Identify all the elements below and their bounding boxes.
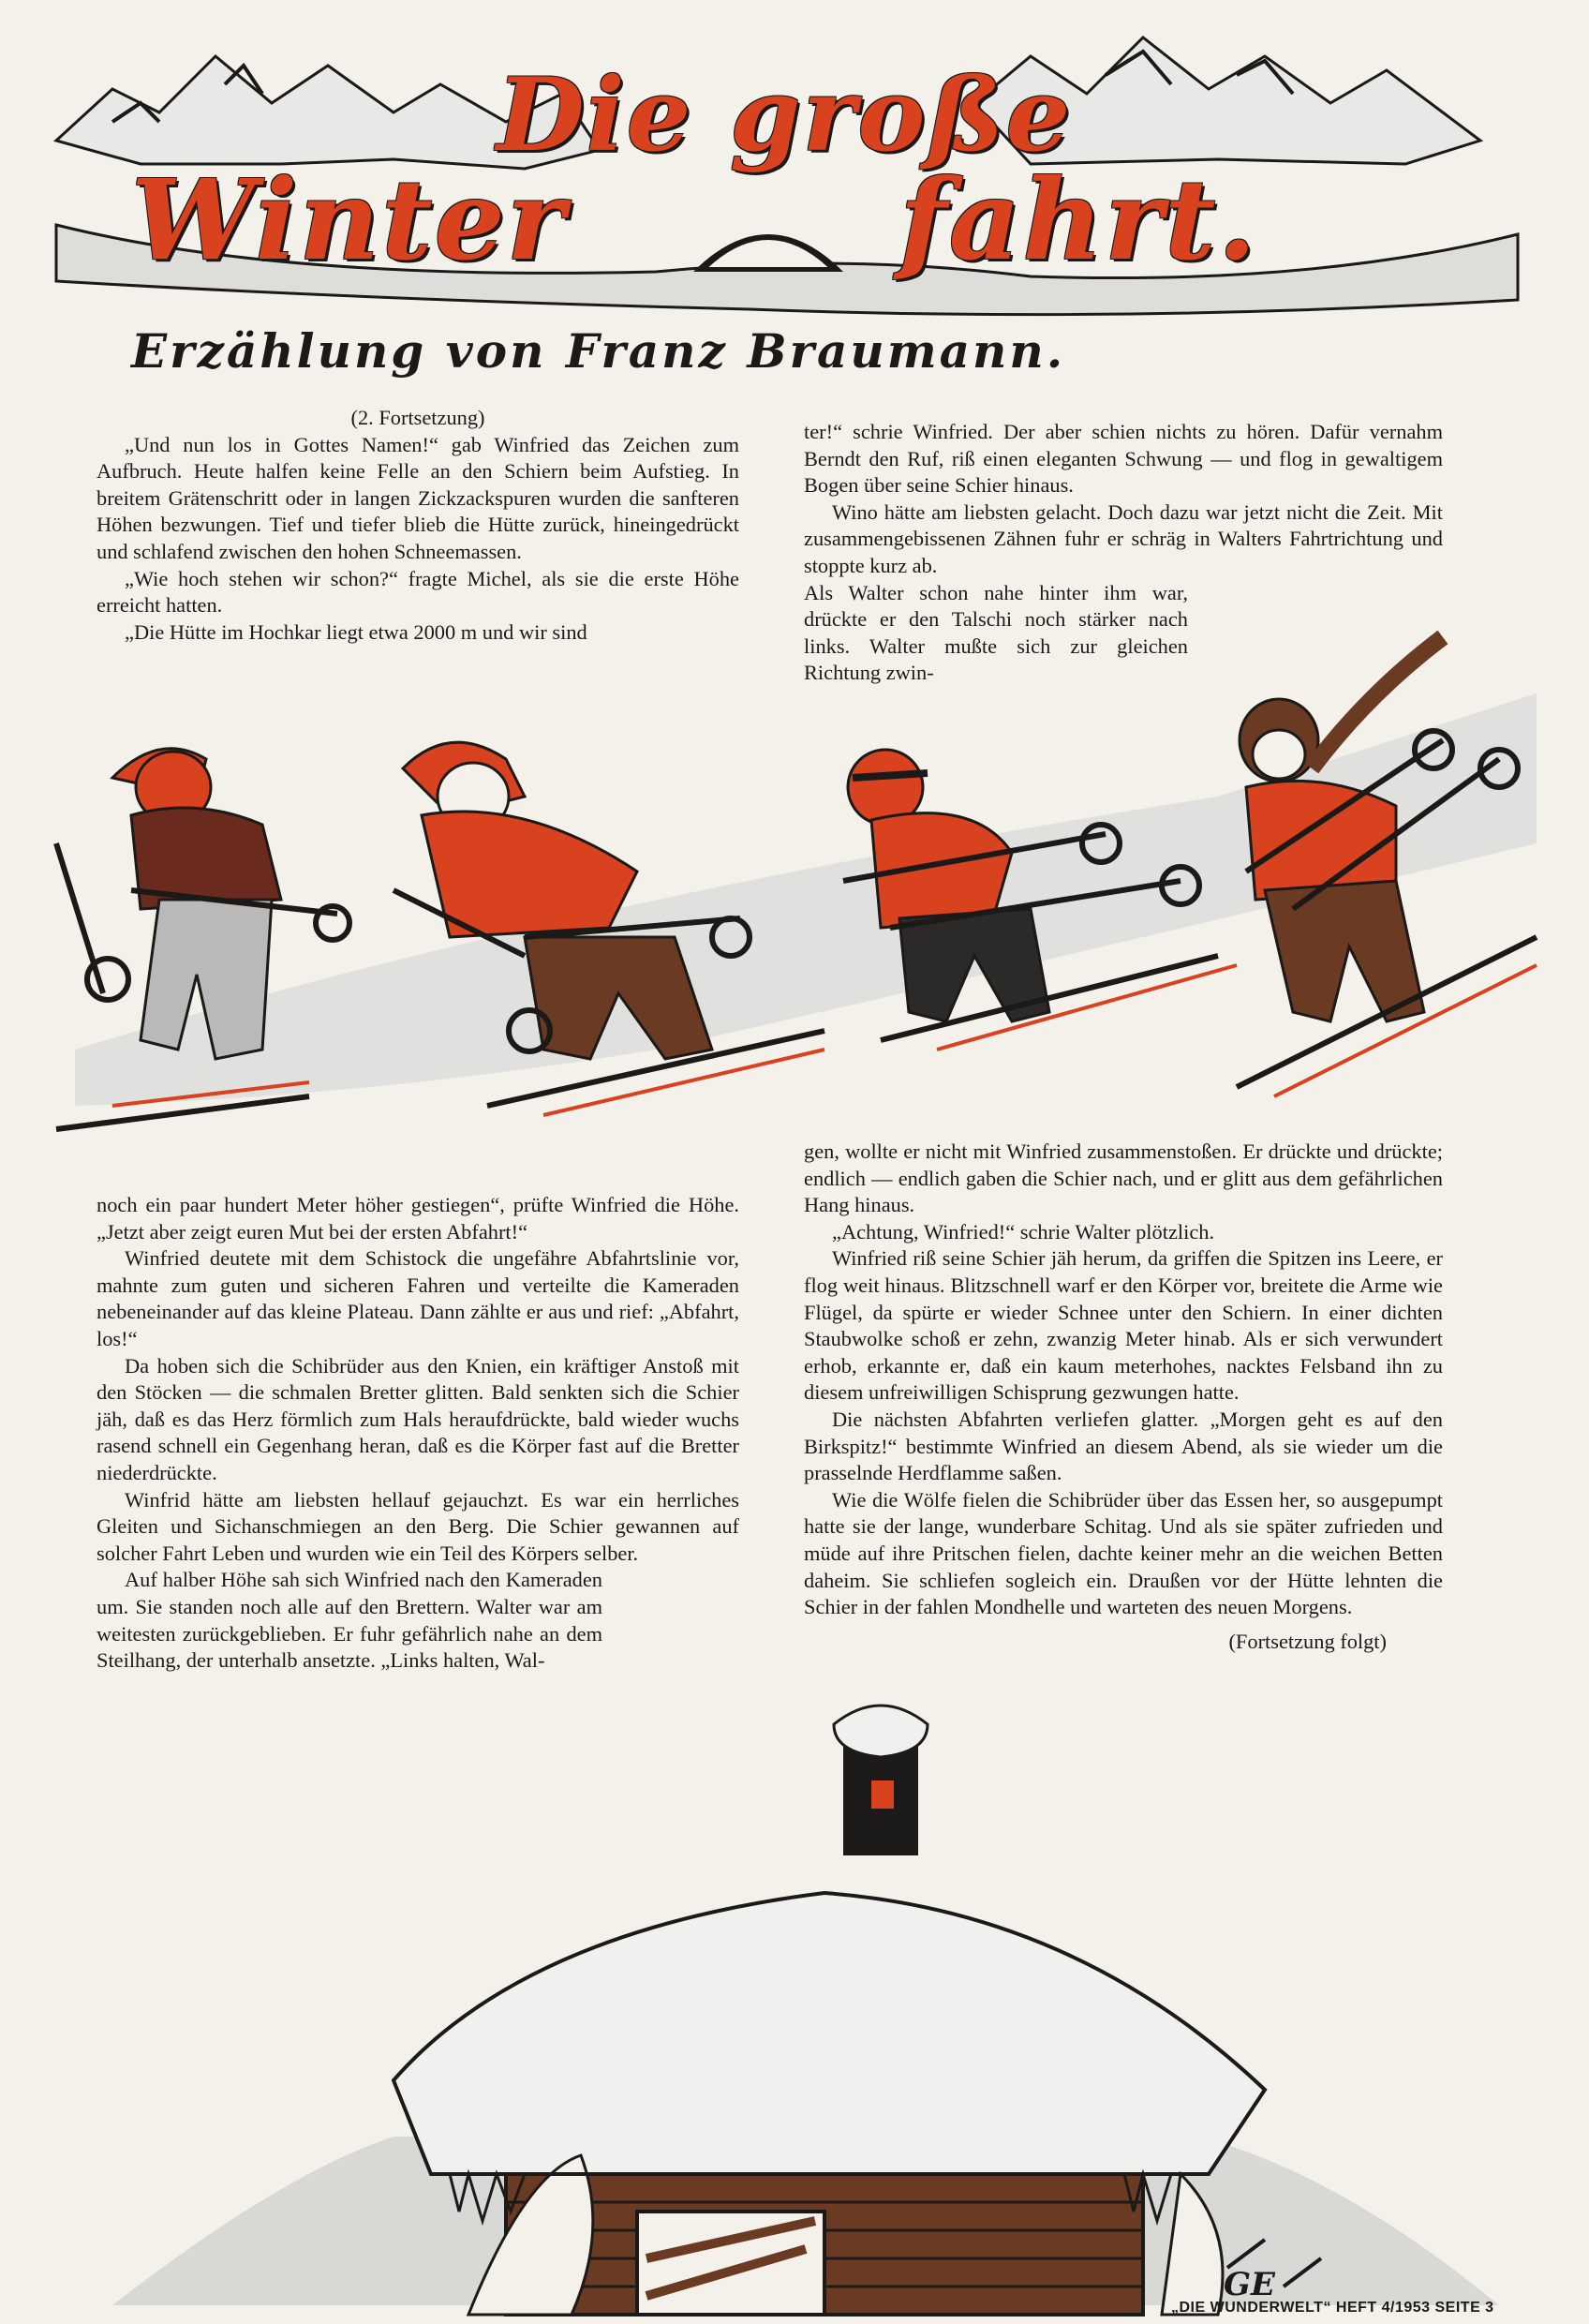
paragraph: Da hoben sich die Schibrüder aus den Knien, ein kräftiger Anstoß mit den Stöcken — die schmalen Bretter glitten. Bald senkten sich die Schier jäh, daß es das Herz förmlich zum Hals heraufdrückte, bald wieder wuchs rasend schnell ein Gegenhang heran, daß es die Körper fast auf die Bretter niederdrückte. [97, 1353, 739, 1484]
paragraph: „Die Hütte im Hochkar liegt etwa 2000 m und wir sind [125, 619, 587, 644]
column-left-top [97, 405, 739, 646]
footer-issue: „DIE WUNDERWELT“ HEFT 4/1953 SEITE 3 [1171, 2300, 1494, 2316]
title-word-fahrt: fahrt. [899, 155, 1258, 285]
column-right-top [804, 419, 1443, 687]
skiers-illustration [0, 656, 1589, 1134]
paragraph: ter!“ schrie Winfried. Der aber schien nichts zu hören. Dafür vernahm Berndt den Ruf, riß einen eleganten Schwung — und flog in gewaltigem Bogen über seine Schier hinaus. [804, 420, 1443, 498]
paragraph: Winfried riß seine Schier jäh herum, da griffen die Spitzen ins Leere, er flog weit hinaus. Blitzschnell warf er den Körper vor, breitete die Arme wie Flügel, da spürte er wieder Schnee unter den Schiern. In einer dichten Staubwolke schoß er zehn, zwanzig Meter hinab. Als er sich verwundert erhob, erkannte er, daß ein kaum meterhohes, nacktes Felsband ihn zu diesem unfreiwilligen Schisprung gezwungen hatte. [804, 1246, 1443, 1405]
installment-label: (2. Fortsetzung) [350, 406, 485, 429]
title-word-winter: Winter [131, 155, 567, 285]
paragraph: Winfrid hätte am liebsten hellauf gejauchzt. Es war ein herrliches Gleiten und Sichanschmiegen an den Berg. Die Schier gewannen auf solcher Fahrt Leben und wurden wie ein Teil des Körpers selber. [97, 1487, 739, 1565]
continued-label: (Fortsetzung folgt) [1228, 1629, 1387, 1653]
paragraph: Als Walter schon nahe hinter ihm war, drückte er den Talschi noch stärker nach links. Walter mußte sich zur gleichen Richtung zwin- [804, 580, 1188, 685]
paragraph: Die nächsten Abfahrten verliefen glatter. „Morgen geht es auf den Birkspitz!“ bestimmte Winfried an diesem Abend, als sie wieder um die prasselnde Herdflamme saßen. [804, 1407, 1443, 1485]
paragraph: gen, wollte er nicht mit Winfried zusammenstoßen. Er drückte und drückte; endlich — endlich gaben die Schier nach, und er glitt aus dem gefährlichen Hang hinaus. [804, 1140, 1443, 1217]
skier-4 [1237, 637, 1537, 1096]
paragraph: Wie die Wölfe fielen die Schibrüder über das Essen her, so ausgepumpt hatte sie der lange, wunderbare Schitag. Und als sie später zufrieden und müde auf ihre Pritschen fielen, dachte keiner mehr an die weichen Betten daheim. Sie schliefen sogleich ein. Draußen vor der Hütte lehnten die Schier in der fahlen Mondhelle und warteten des neuen Morgens. [804, 1487, 1443, 1619]
paragraph: „Wie hoch stehen wir schon?“ fragte Michel, als sie die erste Höhe erreicht hatten. [97, 566, 739, 618]
illustrator-signature: GE [1224, 2266, 1275, 2303]
paragraph: Auf halber Höhe sah sich Winfried nach den Kameraden um. Sie standen noch alle auf den Brettern. Walter war am weitesten zurückgeblieben. Er fuhr gefährlich nahe an dem Steilhang, der unterhalb ansetzte. „Links halten, Wal- [97, 1568, 602, 1673]
byline: Erzählung von Franz Braumann. [131, 323, 1066, 379]
column-left-bottom [97, 1192, 739, 1675]
paragraph: „Achtung, Winfried!“ schrie Walter plötzlich. [832, 1219, 1215, 1244]
column-right-bottom [804, 1139, 1443, 1655]
paragraph: Wino hätte am liebsten gelacht. Doch dazu war jetzt nicht die Zeit. Mit zusammengebissenen Zähnen fuhr er schräg in Walters Fahrtrichtung und stoppte kurz ab. [804, 499, 1443, 577]
title-line-1: Die große [497, 56, 1073, 174]
snowy-hut-illustration [0, 1649, 1589, 2324]
paragraph: „Und nun los in Gottes Namen!“ gab Winfried das Zeichen zum Aufbruch. Heute halfen keine Felle an den Schiern beim Aufstieg. In breitem Grätenschritt oder in langen Zickzackspuren wurden die sanfteren Höhen bezwungen. Tief und tiefer blieb die Hütte zurück, hineingedrückt und schlafend zwischen den hohen Schneemassen. [97, 432, 739, 563]
paragraph: noch ein paar hundert Meter höher gestiegen“, prüfte Winfried die Höhe. „Jetzt aber zeigt euren Mut bei der ersten Abfahrt!“ [97, 1193, 739, 1244]
paragraph: Winfried deutete mit dem Schistock die ungefähre Abfahrtslinie vor, mahnte zum guten und sicheren Fahren und verteilte die Kameraden nebeneinander auf das kleine Plateau. Dann zählte er aus und rief: „Abfahrt, los!“ [97, 1246, 739, 1350]
